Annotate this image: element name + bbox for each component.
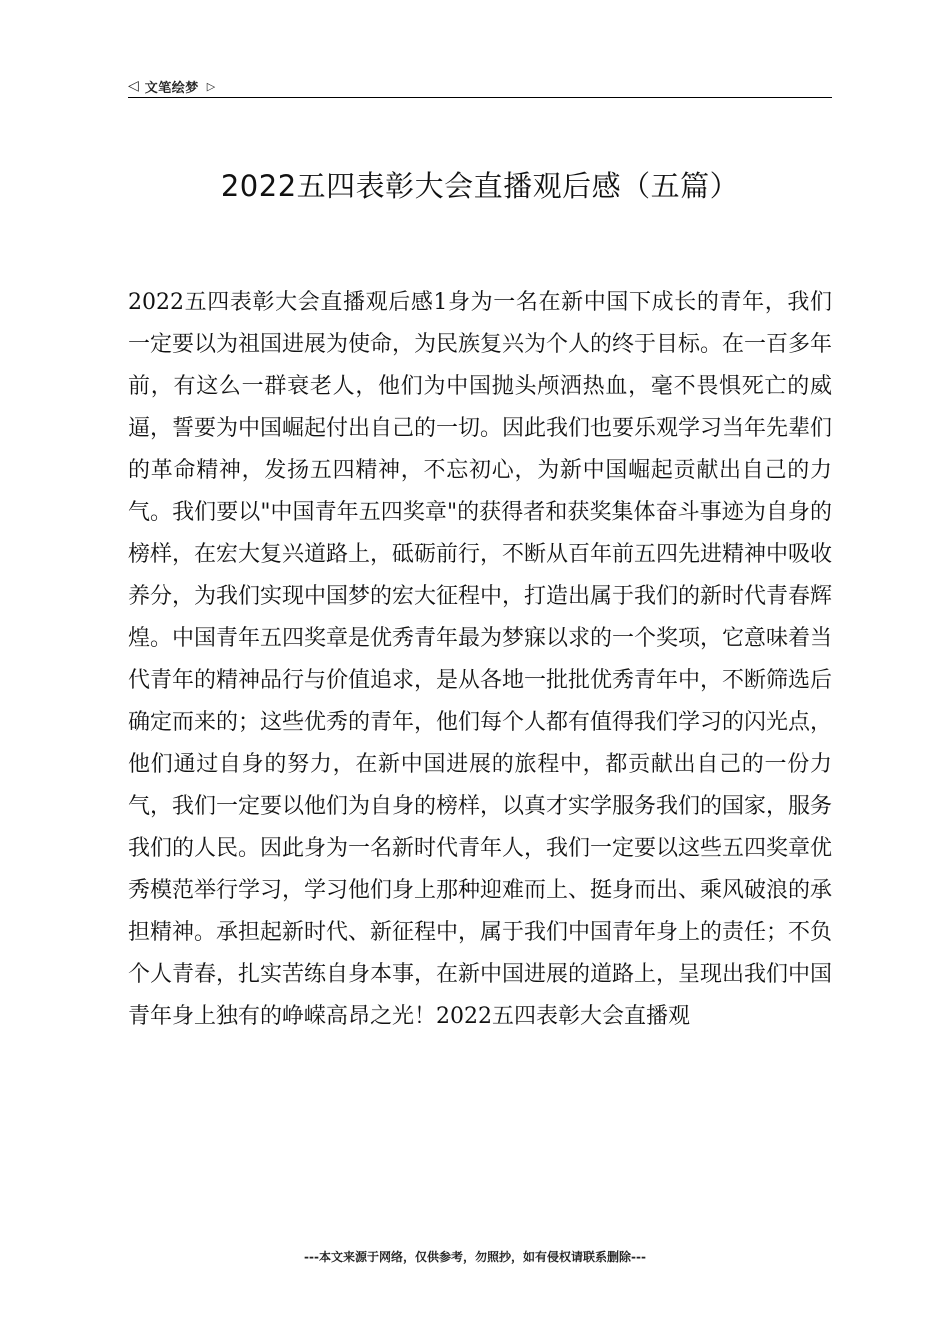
- document-body: 2022五四表彰大会直播观后感1身为一名在新中国下成长的青年，我们一定要以为祖国进展为使命，为民族复兴为个人的终于目标。在一百多年前，有这么一群衰老人，他们为中国抛头颅洒热血，毫不畏惧死亡的威逼，誓要为中国崛起付出自己的一切。因此我们也要乐观学习当年先辈们的革命精神，发扬五四精神，不忘初心，为新中国崛起贡献出自己的力气。我们要以"中国青年五四奖章"的获得者和获奖集体奋斗事迹为自身的榜样，在宏大复兴道路上，砥砺前行，不断从百年前五四先进精神中吸收养分，为我们实现中国梦的宏大征程中，打造出属于我们的新时代青春辉煌。中国青年五四奖章是优秀青年最为梦寐以求的一个奖项，它意味着当代青年的精神品行与价值追求，是从各地一批批优秀青年中，不断筛选后确定而来的；这些优秀的青年，他们每个人都有值得我们学习的闪光点，他们通过自身的努力，在新中国进展的旅程中，都贡献出自己的一份力气，我们一定要以他们为自身的榜样，以真才实学服务我们的国家，服务我们的人民。因此身为一名新时代青年人，我们一定要以这些五四奖章优秀模范举行学习，学习他们身上那种迎难而上、挺身而出、乘风破浪的承担精神。承担起新时代、新征程中，属于我们中国青年身上的责任；不负个人青春，扎实苦练自身本事，在新中国进展的道路上，呈现出我们中国青年身上独有的峥嵘高昂之光！2022五四表彰大会直播观: [128, 290, 832, 1029]
- footer-notice: ---本文来源于网络，仅供参考，勿照抄，如有侵权请联系删除---: [304, 1250, 646, 1264]
- page-header: [128, 76, 215, 96]
- header-divider: [128, 97, 832, 98]
- document-title: 2022五四表彰大会直播观后感（五篇）: [220, 169, 740, 203]
- triangle-right-icon: ▷: [206, 79, 216, 93]
- triangle-left-icon: ◁: [128, 78, 139, 94]
- header-brand: 文笔绘梦: [144, 80, 199, 96]
